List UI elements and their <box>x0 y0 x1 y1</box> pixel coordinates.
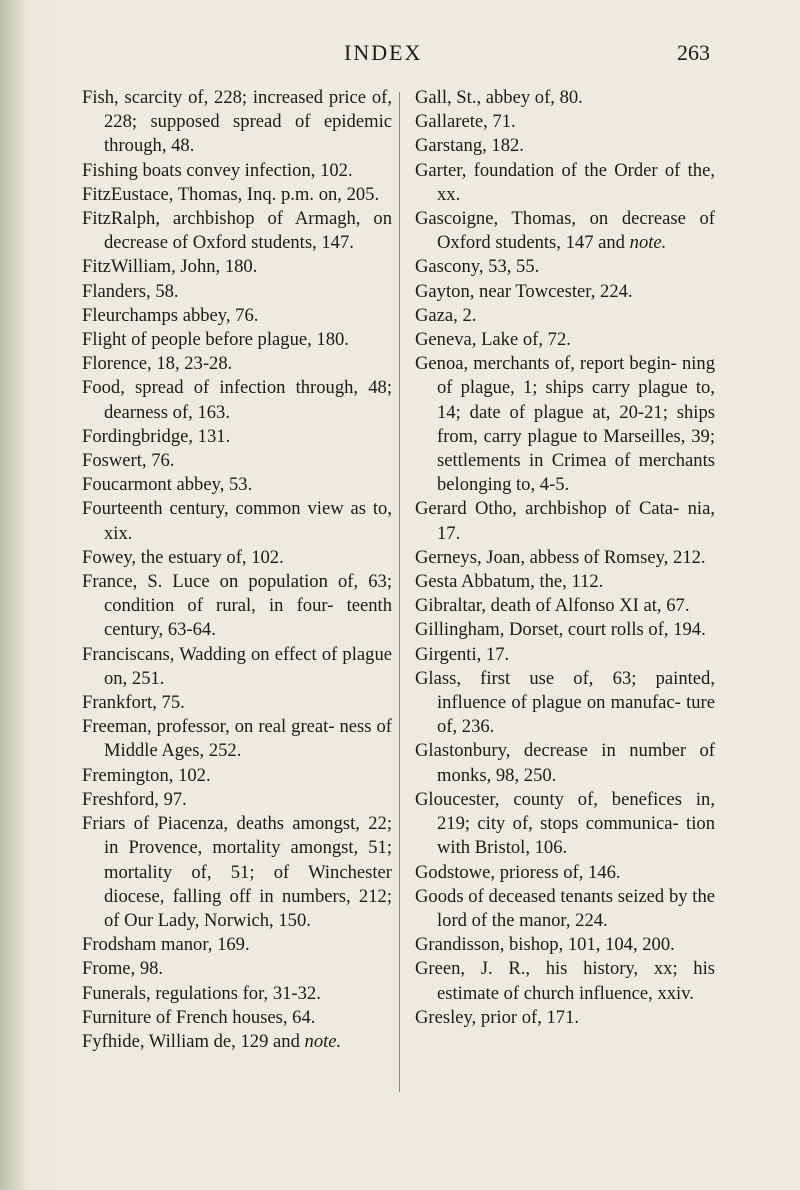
index-entry <box>415 570 715 594</box>
index-entry <box>82 1030 392 1054</box>
index-entry <box>82 425 392 449</box>
index-entry-text: Fish, scarcity of, 228; increased price of, 228; supposed spread of epidemic through, 48. <box>82 87 392 157</box>
index-entry-text: Florence, 18, 23-28. <box>82 353 233 375</box>
index-entry-text: Furniture of French houses, 64. <box>82 1006 316 1028</box>
index-entry-text: Friars of Piacenza, deaths amongst, 22; in Provence, mortality amongst, 51; mortality of, 51; of Winchester diocese, falling off in numbers, 212; of Our Lady, Norwich, 150. <box>82 813 392 931</box>
index-entry-text: Fyfhide, William de, 129 and <box>82 1030 305 1052</box>
index-entry <box>415 86 715 110</box>
index-entry-text: Genoa, merchants of, report begin- ning of plague, 1; ships carry plague to, 14; date of plague at, 20-21; ships from, carry plague to Marseilles, 39; settlements in Crimea of merchants belonging to, 4-5. <box>415 353 715 496</box>
index-entry <box>415 594 715 618</box>
index-entry-text: Gallarete, 71. <box>415 111 516 133</box>
index-entry-text: Funerals, regulations for, 31-32. <box>82 982 321 1004</box>
index-entry <box>82 788 392 812</box>
index-entry <box>82 546 392 570</box>
index-entry <box>415 497 715 545</box>
index-entry-text: Franciscans, Wadding on effect of plague on, 251. <box>82 643 392 689</box>
index-entry <box>82 328 392 352</box>
index-entry-text: Geneva, Lake of, 72. <box>415 329 571 351</box>
index-entry <box>415 159 715 207</box>
index-entry <box>82 473 392 497</box>
running-title: INDEX <box>344 40 423 65</box>
index-entry-text: Frodsham manor, 169. <box>82 934 250 956</box>
index-entry <box>82 255 392 279</box>
index-column-left <box>82 86 392 1054</box>
index-entry <box>82 304 392 328</box>
index-entry <box>415 957 715 1005</box>
index-entry-note: note. <box>629 232 667 254</box>
index-entry-text: Glastonbury, decrease in number of monks, 98, 250. <box>415 740 715 786</box>
index-entry-text: FitzEustace, Thomas, Inq. p.m. on, 205. <box>82 183 380 205</box>
index-entry <box>82 933 392 957</box>
index-entry-text: Girgenti, 17. <box>415 643 510 665</box>
index-entry-text: Foucarmont abbey, 53. <box>82 474 253 496</box>
index-entry <box>415 255 715 279</box>
index-entry <box>82 497 392 545</box>
index-entry <box>82 957 392 981</box>
index-entry-text: Gascony, 53, 55. <box>415 256 540 278</box>
index-entry <box>415 788 715 861</box>
index-entry-text: Goods of deceased tenants seized by the lord of the manor, 224. <box>415 885 715 931</box>
index-entry <box>82 812 392 933</box>
index-entry <box>415 546 715 570</box>
index-entry-text: Frome, 98. <box>82 958 164 980</box>
book-binding-edge <box>0 0 26 1190</box>
index-entry <box>415 739 715 787</box>
index-entry-text: Fourteenth century, common view as to, xix. <box>82 498 392 544</box>
index-entry <box>415 618 715 642</box>
index-entry <box>415 1006 715 1030</box>
index-entry-text: Green, J. R., his history, xx; his estimate of church influence, xxiv. <box>415 958 715 1004</box>
index-entry <box>415 352 715 497</box>
index-entry <box>415 134 715 158</box>
index-entry-text: Gresley, prior of, 171. <box>415 1006 580 1028</box>
index-entry <box>82 715 392 763</box>
index-entry <box>415 861 715 885</box>
index-entry-text: FitzWilliam, John, 180. <box>82 256 258 278</box>
index-entry-text: Gloucester, county of, benefices in, 219; city of, stops communica- tion with Bristol, 106. <box>415 788 715 859</box>
page-number: 263 <box>677 40 710 65</box>
index-entry <box>415 328 715 352</box>
index-entry-note: note. <box>304 1030 342 1052</box>
index-entry-text: Gaza, 2. <box>415 304 477 326</box>
index-entry-text: Freeman, professor, on real great- ness of Middle Ages, 252. <box>82 716 392 762</box>
index-entry-text: Garstang, 182. <box>415 135 524 157</box>
index-column-right <box>415 86 715 1030</box>
index-entry <box>82 764 392 788</box>
index-entry-text: Gerard Otho, archbishop of Cata- nia, 17. <box>415 498 715 544</box>
index-entry <box>415 933 715 957</box>
index-entry <box>415 885 715 933</box>
index-entry-text: Gayton, near Towcester, 224. <box>415 280 633 302</box>
index-entry-text: Foswert, 76. <box>82 450 175 472</box>
index-entry <box>82 570 392 643</box>
page-header <box>0 40 800 74</box>
index-entry <box>415 667 715 740</box>
index-entry-text: Fordingbridge, 131. <box>82 425 231 447</box>
index-entry <box>415 110 715 134</box>
index-entry-text: Fremington, 102. <box>82 764 211 786</box>
index-entry-text: France, S. Luce on population of, 63; condition of rural, in four- teenth century, 63-64. <box>82 571 392 641</box>
index-entry <box>82 280 392 304</box>
index-entry <box>415 280 715 304</box>
index-entry-text: Flanders, 58. <box>82 280 179 302</box>
index-entry-text: Gerneys, Joan, abbess of Romsey, 212. <box>415 546 706 568</box>
index-entry <box>82 352 392 376</box>
index-entry-text: Gillingham, Dorset, court rolls of, 194. <box>415 619 706 641</box>
index-entry-text: Fowey, the estuary of, 102. <box>82 546 284 568</box>
index-entry-text: Gesta Abbatum, the, 112. <box>415 571 604 593</box>
index-entry-text: FitzRalph, archbishop of Armagh, on decrease of Oxford students, 147. <box>82 208 392 254</box>
index-entry-text: Gibraltar, death of Alfonso XI at, 67. <box>415 595 690 617</box>
index-entry <box>82 1006 392 1030</box>
index-entry <box>82 159 392 183</box>
index-entry <box>82 449 392 473</box>
index-entry <box>82 982 392 1006</box>
index-entry-text: Food, spread of infection through, 48; dearness of, 163. <box>82 377 392 423</box>
index-entry <box>82 183 392 207</box>
column-divider <box>399 92 400 1092</box>
index-entry <box>82 207 392 255</box>
index-entry <box>415 304 715 328</box>
index-entry-text: Gall, St., abbey of, 80. <box>415 87 583 108</box>
index-entry-text: Freshford, 97. <box>82 788 187 810</box>
index-entry <box>415 643 715 667</box>
index-entry-text: Glass, first use of, 63; painted, influence of plague on manufac- ture of, 236. <box>415 667 715 738</box>
index-entry <box>415 207 715 255</box>
index-entry-text: Godstowe, prioress of, 146. <box>415 861 621 883</box>
index-entry-text: Frankfort, 75. <box>82 692 185 714</box>
index-entry-text: Fleurchamps abbey, 76. <box>82 304 259 326</box>
index-entry-text: Garter, foundation of the Order of the, xx. <box>415 159 715 205</box>
index-entry-text: Fishing boats convey infection, 102. <box>82 159 353 181</box>
index-entry-text: Flight of people before plague, 180. <box>82 329 349 351</box>
index-entry <box>82 86 392 159</box>
index-entry <box>82 643 392 691</box>
index-entry <box>82 376 392 424</box>
index-entry-text: Gascoigne, Thomas, on decrease of Oxford students, 147 and <box>415 208 715 254</box>
index-entry <box>82 691 392 715</box>
index-entry-text: Grandisson, bishop, 101, 104, 200. <box>415 934 675 956</box>
